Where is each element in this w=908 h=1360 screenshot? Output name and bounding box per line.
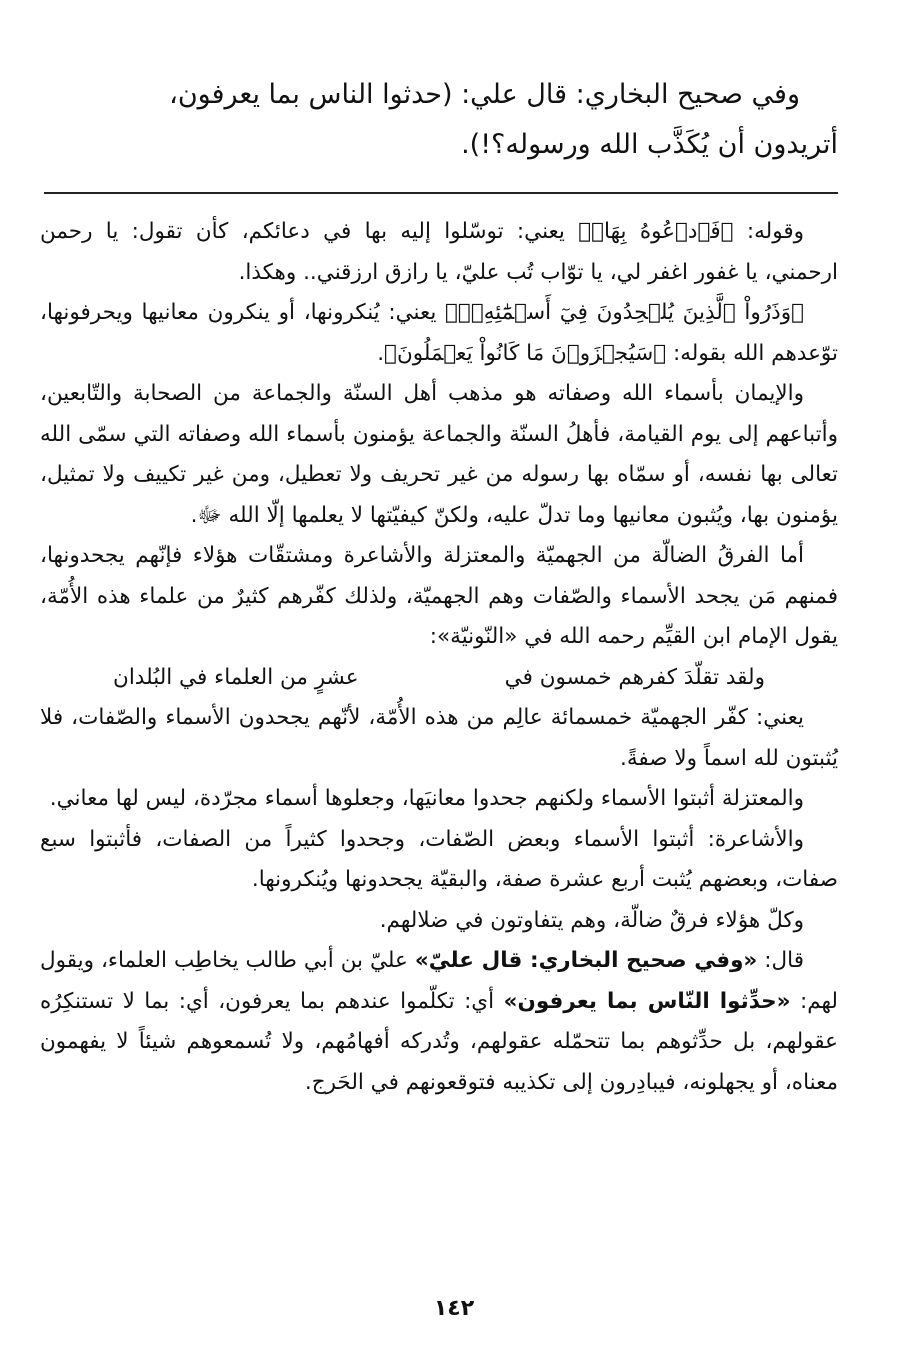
commentary (40, 212, 838, 1103)
quoted-phrase: «حدِّثوا النّاس بما يعرفون» (503, 988, 791, 1014)
commentary-paragraph: يعني: كفّر الجهميّة خمسمائة عالِم من هذه الأُمّة، لأنّهم يجحدون الأسماء والصّفات، فلا يُثبتون لله اسماً ولا صفةً. (40, 705, 838, 771)
text-run: عليّ بن أبي طالب يخاطِب العلماء، ويقول لهم: (40, 948, 838, 1014)
main-text-line: وفي صحيح البخاري: قال علي: (حدثوا الناس بما يعرفون، (169, 79, 800, 110)
commentary-paragraph: وقوله: ﴿فَٱدۡعُوهُ بِهَاۖ﴾ يعني: توسّلوا إليه بها في دعائكم، كأن تقول: يا رحمن ارحمني، يا غفور اغفر لي، يا توّاب تُب عليّ، يا رازق ارزقني.. وهكذا. (40, 219, 838, 285)
page-number: ١٤٢ (433, 1296, 475, 1321)
commentary-paragraph: والأشاعرة: أثبتوا الأسماء وبعض الصّفات، وجحدوا كثيراً من الصفات، فأثبتوا سبع صفات، وبعضهم يُثبت أربع عشرة صفة، والبقيّة يجحدونها ويُنكرونها. (40, 826, 838, 892)
poem-verse (40, 658, 838, 699)
poem-hemistich-right: ولقد تقلّدَ كفرهم خمسون في (504, 664, 765, 690)
text-run: أي: تكلّموا عندهم بما يعرفون، أي: بما لا تستنكِرُه عقولهم، بل حدِّثوهم بما تتحمّله عقولهم، وتُدركه أفهامُهم، ولا تُسمعوهم شيئاً لا يفهمون معناه، أو يجهلونه، فيبادِرون إلى تكذيبه فتوقعونهم في الحَرج. (40, 988, 838, 1095)
poem-hemistich-left: عشرٍ من العلماء في البُلدان (113, 664, 359, 690)
text-run: قال: (757, 948, 804, 973)
commentary-paragraph: ﴿وَذَرُواْ ٱلَّذِينَ يُلۡحِدُونَ فِيٓ أَسۡمَٰٓئِهِۦۚ﴾ يعني: يُنكرونها، أو ينكرون معانيها ويحرفونها، توّعدهم الله بقوله: ﴿سَيُجۡزَوۡنَ مَا كَانُواْ يَعۡمَلُونَ﴾. (40, 300, 838, 366)
commentary-paragraph (40, 941, 838, 1103)
commentary-paragraph: وكلّ هؤلاء فرقٌ ضالّة، وهم يتفاوتون في ضلالهم. (379, 907, 804, 933)
quoted-phrase: «وفي صحيح البخاري: قال عليّ» (414, 948, 758, 973)
commentary-paragraph: والإيمان بأسماء الله وصفاته هو مذهب أهل السنّة والجماعة من الصحابة والتّابعين، وأتباعهم إلى يوم القيامة، فأهلُ السنّة والجماعة يؤمنون بأسماء الله وصفاته التي سمّى الله تعالى بها نفسه، أو سمّاه بها رسوله من غير تحريف ولا تعطيل، ومن غير تكييف ولا تمثيل، يؤمنون بها، ويُثبون معانيها وما تدلّ عليه، ولكنّ كيفيّتها لا يعلمها إلّا الله ﷻ. (40, 381, 838, 528)
main-text-line: أتريدون أن يُكَذَّب الله ورسوله؟!). (461, 129, 838, 160)
main-text (40, 70, 838, 170)
commentary-paragraph: أما الفرقُ الضالّة من الجهميّة والمعتزلة والأشاعرة ومشتقّات هؤلاء فإنّهم يجحدونها، فمنهم مَن يجحد الأسماء والصّفات وهم الجهميّة، ولذلك كفّرهم كثيرٌ من علماء هذه الأُمّة، يقول الإمام ابن القيِّم رحمه الله في «النّونيّة»: (40, 543, 838, 649)
section-divider (44, 192, 838, 194)
commentary-paragraph: والمعتزلة أثبتوا الأسماء ولكنهم جحدوا معانيَها، وجعلوها أسماء مجرّدة، ليس لها معاني. (49, 786, 804, 811)
